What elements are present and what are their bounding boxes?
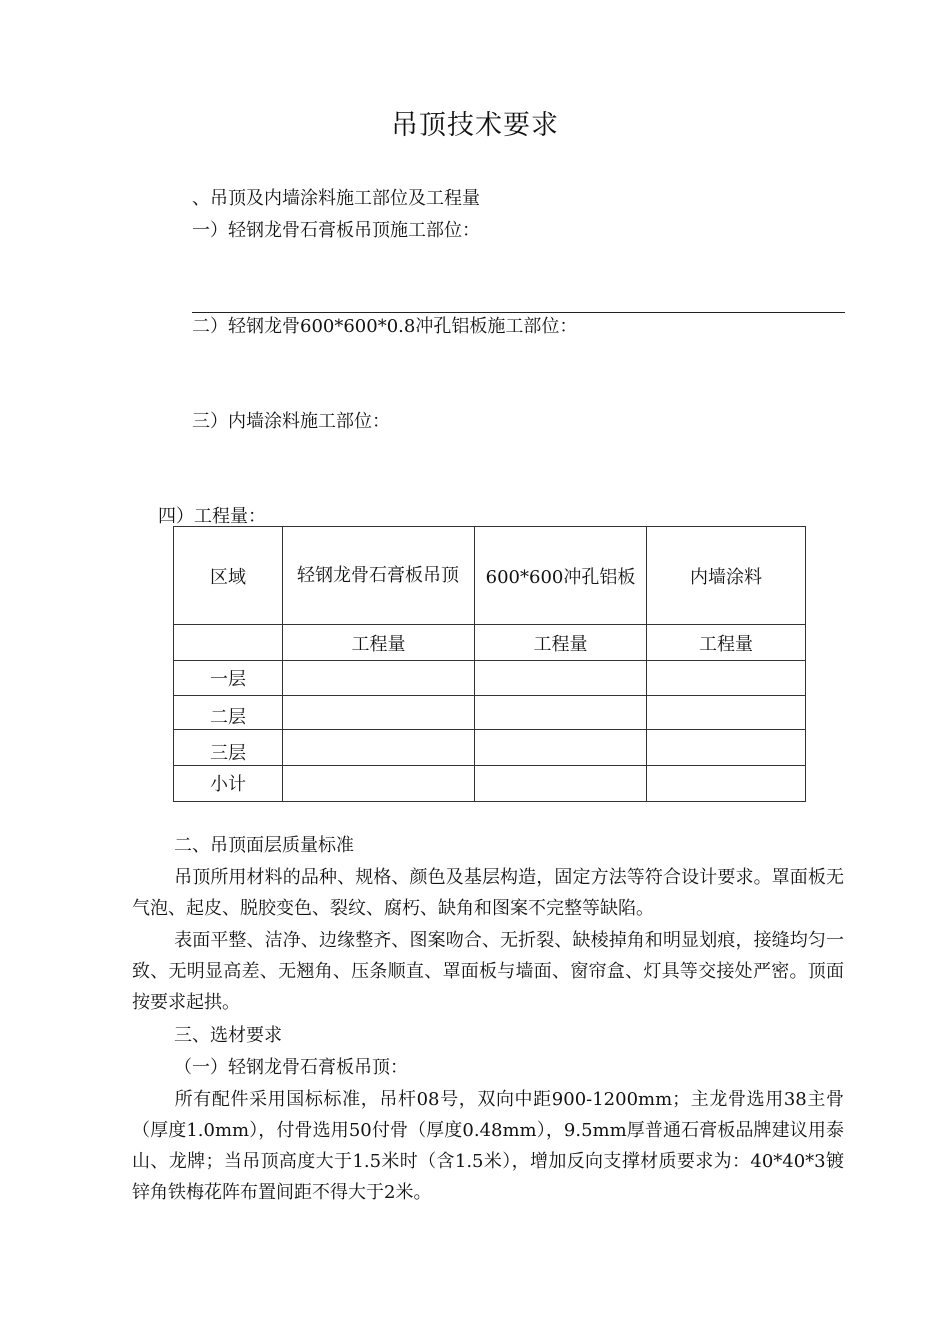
section3-heading: 三、选材要求 [174, 1025, 282, 1046]
table-cell [283, 661, 475, 696]
table-cell [283, 766, 475, 802]
table-cell [475, 661, 647, 696]
table-cell [283, 730, 475, 766]
subheader-cell: 工程量 [475, 625, 647, 661]
table-cell [647, 730, 806, 766]
section1-item4: 四）工程量： [158, 506, 266, 527]
table-row [174, 696, 806, 730]
section2-paragraph-2-text: 表面平整、洁净、边缘整齐、图案吻合、无折裂、缺棱掉角和明显划痕，接缝均匀一致、无明显高差、无翘角、压条顺直、罩面板与墙面、窗帘盒、灯具等交接处严密。顶面按要求起拱。 [132, 930, 844, 1013]
table-cell [647, 766, 806, 802]
section1-item1: 一）轻钢龙骨石膏板吊顶施工部位： [192, 220, 480, 241]
header-cell-wall-paint: 内墙涂料 [647, 527, 806, 625]
subheader-cell [174, 625, 283, 661]
table-subheader-row [174, 625, 806, 661]
header-cell-gypsum-ceiling: 轻钢龙骨石膏板吊顶 [283, 527, 475, 625]
section3-subheading: （一）轻钢龙骨石膏板吊顶： [174, 1057, 408, 1078]
section1-heading: 、吊顶及内墙涂料施工部位及工程量 [192, 188, 480, 209]
section2-paragraph-1-text: 吊顶所用材料的品种、规格、颜色及基层构造，固定方法等符合设计要求。罩面板无气泡、起皮、脱胶变色、裂纹、腐朽、缺角和图案不完整等缺陷。 [132, 867, 844, 919]
subheader-cell: 工程量 [283, 625, 475, 661]
table-cell [647, 696, 806, 730]
table-cell [283, 696, 475, 730]
quantity-table [173, 526, 806, 802]
table-cell [475, 766, 647, 802]
section2-paragraph-1 [132, 862, 844, 924]
section2-paragraph-2 [132, 925, 844, 1018]
row-label-cell: 小计 [174, 766, 283, 802]
section3-paragraph-1 [132, 1084, 844, 1208]
section3-paragraph-1-text: 所有配件采用国标标准，吊杆08号，双向中距900-1200mm；主龙骨选用38主骨（厚度1.0mm），付骨选用50付骨（厚度0.48mm），9.5mm厚普通石膏板品牌建议用泰山、龙牌；当吊顶高度大于1.5米时（含1.5米），增加反向支撑材质要求为：40*40*3镀锌角铁梅花阵布置间距不得大于2米。 [132, 1089, 844, 1203]
table-row [174, 730, 806, 766]
table-header-row [174, 527, 806, 625]
subheader-cell: 工程量 [647, 625, 806, 661]
row-label-cell: 三层 [174, 730, 283, 766]
table-row [174, 661, 806, 696]
table-cell [475, 696, 647, 730]
header-cell-area: 区域 [174, 527, 283, 625]
section1-item3: 三）内墙涂料施工部位： [192, 411, 390, 432]
table-cell [475, 730, 647, 766]
page-title: 吊顶技术要求 [391, 110, 559, 141]
underline-divider [192, 312, 845, 313]
section2-heading: 二、吊顶面层质量标准 [174, 835, 354, 856]
table-cell [647, 661, 806, 696]
section1-item2: 二）轻钢龙骨600*600*0.8冲孔铝板施工部位： [192, 316, 578, 337]
row-label-cell: 二层 [174, 696, 283, 730]
row-label-cell: 一层 [174, 661, 283, 696]
table-row [174, 766, 806, 802]
header-cell-aluminum-panel: 600*600冲孔铝板 [475, 527, 647, 625]
